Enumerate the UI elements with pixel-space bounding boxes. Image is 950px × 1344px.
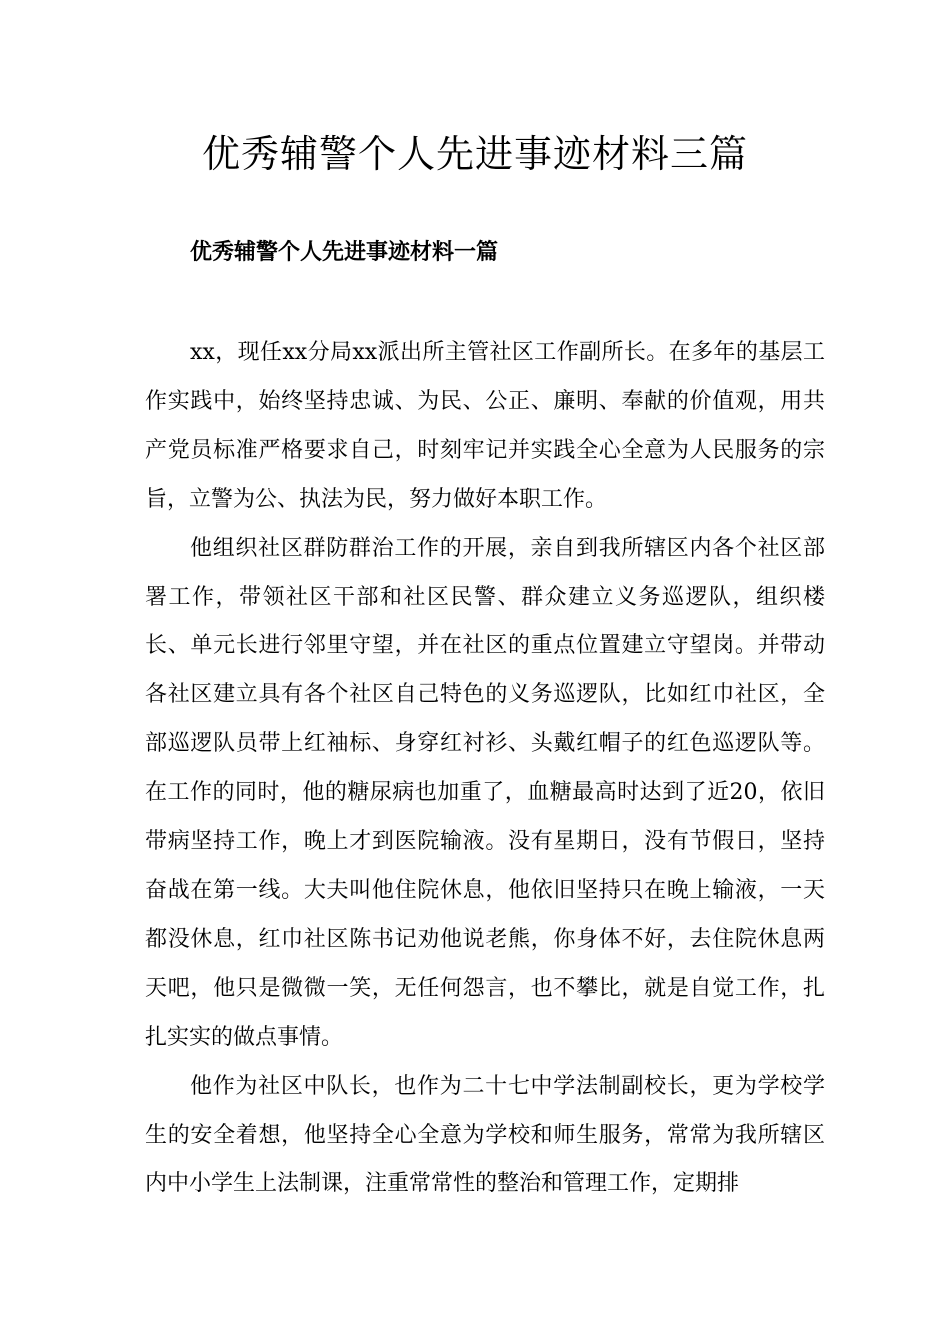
document-body [145, 329, 825, 1209]
paragraph-2: 他组织社区群防群治工作的开展，亲自到我所辖区内各个社区部署工作，带领社区干部和社区民警、群众建立义务巡逻队，组织楼长、单元长进行邻里守望，并在社区的重点位置建立守望岗。并带动各社区建立具有各个社区自己特色的义务巡逻队，比如红巾社区，全部巡逻队员带上红袖标、身穿红衬衫、头戴红帽子的红色巡逻队等。在工作的同时，他的糖尿病也加重了，血糖最高时达到了近20，依旧带病坚持工作，晚上才到医院输液。没有星期日，没有节假日，坚持奋战在第一线。大夫叫他住院休息，他依旧坚持只在晚上输液，一天都没休息，红巾社区陈书记劝他说老熊，你身体不好，去住院休息两天吧，他只是微微一笑，无任何怨言，也不攀比，就是自觉工作，扎扎实实的做点事情。 [145, 535, 825, 1050]
document-title: 优秀辅警个人先进事迹材料三篇 [201, 132, 748, 176]
paragraph-1: xx，现任xx分局xx派出所主管社区工作副所长。在多年的基层工作实践中，始终坚持忠诚、为民、公正、廉明、奉献的价值观，用共产党员标准严格要求自己，时刻牢记并实践全心全意为人民服务的宗旨，立警为公、执法为民，努力做好本职工作。 [145, 340, 825, 512]
paragraph-3: 他作为社区中队长，也作为二十七中学法制副校长，更为学校学生的安全着想，他坚持全心全意为学校和师生服务，常常为我所辖区内中小学生上法制课，注重常常性的整治和管理工作，定期排 [145, 1073, 825, 1197]
document-subtitle: 优秀辅警个人先进事迹材料一篇 [190, 239, 499, 265]
